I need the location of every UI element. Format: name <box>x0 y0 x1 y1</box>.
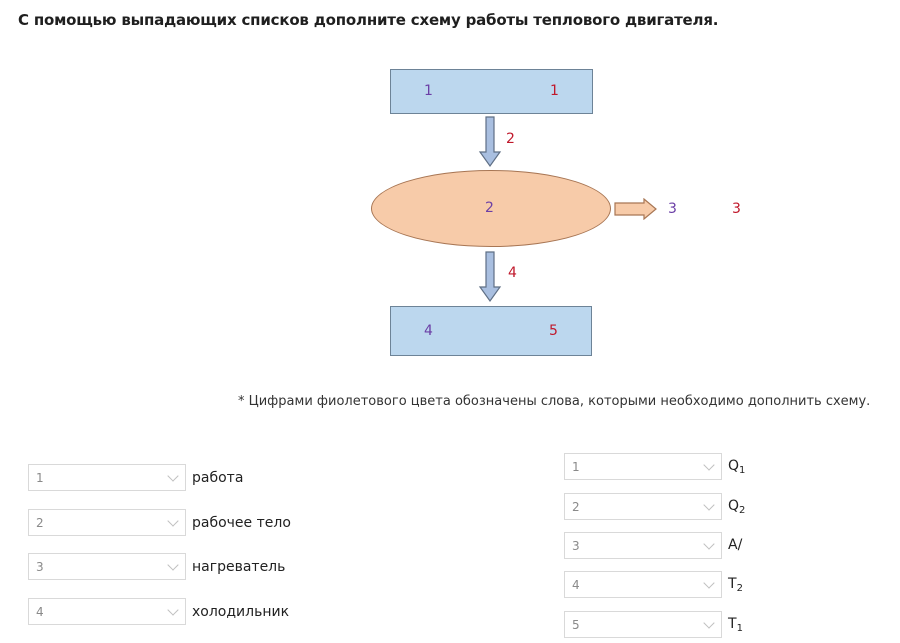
select-label: $Q_2$ <box>728 497 746 516</box>
dropdown-select[interactable] <box>564 611 722 638</box>
chevron-down-icon <box>167 515 178 526</box>
right-select-row <box>564 532 742 559</box>
select-value: 3 <box>36 559 44 574</box>
select-label: холодильник <box>192 603 290 620</box>
left-select-row <box>28 509 291 536</box>
select-label: нагреватель <box>192 558 286 575</box>
arrow-2-red-number: 4 <box>508 265 517 281</box>
dropdown-select[interactable] <box>28 464 186 491</box>
select-value: 1 <box>36 470 44 485</box>
right-select-row <box>564 571 743 598</box>
left-select-row <box>28 553 285 580</box>
select-value: 5 <box>572 617 580 632</box>
right-select-row <box>564 493 745 520</box>
select-label: рабочее тело <box>192 514 291 531</box>
cooler-box <box>390 306 592 356</box>
top-box-red-number: 1 <box>550 83 559 99</box>
select-value: 2 <box>36 515 44 530</box>
select-label: работа <box>192 469 244 486</box>
dropdown-select[interactable] <box>564 453 722 480</box>
select-value: 1 <box>572 459 580 474</box>
select-label: $Q_1$ <box>728 457 746 476</box>
select-value: 2 <box>572 499 580 514</box>
arrow-down-icon <box>478 251 502 303</box>
arrow-right-red-number: 3 <box>732 201 741 217</box>
arrow-1-red-number: 2 <box>506 131 515 147</box>
left-select-row <box>28 464 243 491</box>
hint-note: * Цифрами фиолетового цвета обозначены слова, которыми необходимо дополнить схему. <box>238 394 871 409</box>
top-box-purple-number: 1 <box>424 83 433 99</box>
chevron-down-icon <box>703 459 714 470</box>
right-select-row <box>564 453 745 480</box>
bottom-box-purple-number: 4 <box>424 323 433 339</box>
working-body-ellipse <box>371 170 611 247</box>
chevron-down-icon <box>703 499 714 510</box>
bottom-box-red-number: 5 <box>549 323 558 339</box>
chevron-down-icon <box>167 559 178 570</box>
select-value: 4 <box>572 577 580 592</box>
chevron-down-icon <box>703 538 714 549</box>
dropdown-select[interactable] <box>564 493 722 520</box>
left-select-row <box>28 598 289 625</box>
heater-box <box>390 69 593 114</box>
chevron-down-icon <box>167 604 178 615</box>
select-value: 4 <box>36 604 44 619</box>
dropdown-select[interactable] <box>28 598 186 625</box>
chevron-down-icon <box>703 577 714 588</box>
dropdown-select[interactable] <box>28 553 186 580</box>
arrow-down-icon <box>478 116 502 168</box>
select-label: $T_2$ <box>728 575 743 594</box>
task-title: С помощью выпадающих списков дополните схему работы теплового двигателя. <box>18 11 719 29</box>
select-label: $T_1$ <box>728 615 743 634</box>
select-label: A/ <box>728 536 743 553</box>
right-select-row <box>564 611 743 638</box>
arrow-right-purple-number: 3 <box>668 201 677 217</box>
dropdown-select[interactable] <box>28 509 186 536</box>
ellipse-purple-number: 2 <box>485 200 494 216</box>
chevron-down-icon <box>167 470 178 481</box>
select-value: 3 <box>572 538 580 553</box>
dropdown-select[interactable] <box>564 571 722 598</box>
dropdown-select[interactable] <box>564 532 722 559</box>
chevron-down-icon <box>703 617 714 628</box>
arrow-right-icon <box>614 198 658 220</box>
